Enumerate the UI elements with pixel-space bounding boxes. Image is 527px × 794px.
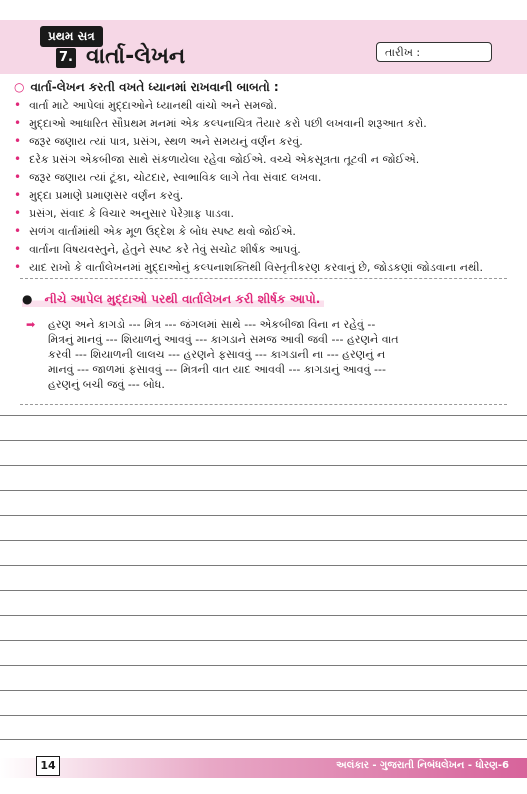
task-section <box>22 288 512 391</box>
list-item-text: મુદ્દા પ્રમાણે પ્રમાણસર વર્ણન કરવું. <box>29 189 184 202</box>
section-divider <box>20 278 507 279</box>
task-heading-text: નીચે આપેલ મુદ્દાઓ પરથી વાર્તાલેખન કરી શીર્ષક આપો. <box>44 292 321 306</box>
list-item <box>14 168 514 186</box>
bullet-icon: • <box>14 134 22 148</box>
list-item <box>14 96 514 114</box>
outline-line: માનવું --- જાળમાં ફસાવવું --- મિત્રની વાત યાદ આવવી --- કાગડાનું આવવું --- <box>48 363 386 376</box>
list-item-text: મુદ્દાઓ આધારિત સૌપ્રથમ મનમાં એક કલ્પનાચિત્ર તૈયાર કરો પછી લખવાની શરૂઆત કરો. <box>29 117 427 130</box>
bullet-icon: • <box>14 224 22 238</box>
bullet-icon: • <box>14 170 22 184</box>
arrow-right-icon: ➡ <box>26 318 36 331</box>
guidelines-list <box>14 96 514 276</box>
ring-bullet-icon: ○ <box>14 80 25 94</box>
list-item <box>14 204 514 222</box>
writing-line <box>0 440 527 441</box>
list-item-text: પ્રસંગ, સંવાદ કે વિચાર અનુસાર પેરેગ્રાફ પાડવા. <box>29 207 234 220</box>
outline-line: હરણ અને કાગડો --- મિત્ર --- જંગલમાં સાથે --- એકબીજા વિના ન રહેવું -- <box>48 318 376 331</box>
writing-line <box>0 515 527 516</box>
writing-area[interactable] <box>0 415 527 740</box>
writing-line <box>0 590 527 591</box>
bullet-icon: • <box>14 242 22 256</box>
list-item-text: વાર્તાના વિષયવસ્તુને, હેતુને સ્પષ્ટ કરે તેવું સચોટ શીર્ષક આપવું. <box>29 243 301 256</box>
chapter-title: વાર્તા-લેખન <box>86 44 186 69</box>
list-item-text: યાદ રાખો કે વાર્તાલેખનમાં મુદ્દાઓનું કલ્પનાશક્તિથી વિસ્તૃતીકરણ કરવાનું છે, જોડકણાં જોડવાના નથી. <box>29 261 484 274</box>
list-item-text: વાર્તા માટે આપેલાં મુદ્દાઓને ધ્યાનથી વાંચો અને સમજો. <box>29 99 278 112</box>
writing-line <box>0 465 527 466</box>
list-item <box>14 186 514 204</box>
book-title: અલંકાર - ગુજરાતી નિબંધલેખન - ધોરણ-6 <box>336 760 509 771</box>
list-item <box>14 132 514 150</box>
writing-line <box>0 490 527 491</box>
bullet-icon: ● <box>22 292 33 306</box>
writing-line <box>0 615 527 616</box>
writing-line <box>0 565 527 566</box>
guidelines-heading-text: વાર્તા-લેખન કરતી વખતે ધ્યાનમાં રાખવાની બાબતો : <box>30 80 279 94</box>
outline-line: કરવી --- શિયાળની લાલચ --- હરણને ફસાવવું --- કાગડાની ના --- હરણનું ન <box>48 348 386 361</box>
bullet-icon: • <box>14 152 22 166</box>
bullet-icon: • <box>14 98 22 112</box>
list-item-text: જરૂર જણાય ત્યાં ટૂંકા, ચોટદાર, સ્વાભાવિક લાગે તેવા સંવાદ લખવા. <box>29 171 322 184</box>
page-number: 14 <box>36 756 60 776</box>
list-item <box>14 114 514 132</box>
outline-line: મિત્રનું માનવું --- શિયાળનું આવવું --- કાગડાને સમજ આવી જવી --- હરણને વાત <box>48 333 399 346</box>
list-item-text: દરેક પ્રસંગ એકબીજા સાથે સંકળાયેલા રહેવા જોઈએ. વચ્ચે એકસૂત્રતા તૂટવી ન જોઈએ. <box>29 153 420 166</box>
writing-line <box>0 715 527 716</box>
date-field[interactable] <box>376 42 492 62</box>
bullet-icon: • <box>14 260 22 274</box>
list-item <box>14 258 514 276</box>
date-label: તારીખ : <box>385 46 421 59</box>
bullet-icon: • <box>14 188 22 202</box>
list-item <box>14 240 514 258</box>
outline-line: હરણનું બચી જવું --- બોધ. <box>48 378 165 391</box>
task-heading <box>22 292 324 307</box>
writing-line <box>0 640 527 641</box>
list-item-text: સળંગ વાર્તામાંથી એક મૂળ ઉદ્દેશ કે બોધ સ્પષ્ટ થવો જોઈએ. <box>29 225 296 238</box>
story-outline <box>22 317 512 392</box>
writing-line <box>0 415 527 416</box>
writing-line <box>0 540 527 541</box>
chapter-number: 7. <box>56 48 76 68</box>
list-item-text: જરૂર જણાય ત્યાં પાત્ર, પ્રસંગ, સ્થળ અને સમયનું વર્ણન કરવું. <box>29 135 303 148</box>
session-label: પ્રથમ સત્ર <box>40 26 103 47</box>
bullet-icon: • <box>14 116 22 130</box>
list-item <box>14 150 514 168</box>
writing-line <box>0 739 527 740</box>
list-item <box>14 222 514 240</box>
section-divider <box>20 404 507 405</box>
bullet-icon: • <box>14 206 22 220</box>
guidelines-heading <box>14 80 279 95</box>
writing-line <box>0 690 527 691</box>
writing-line <box>0 665 527 666</box>
